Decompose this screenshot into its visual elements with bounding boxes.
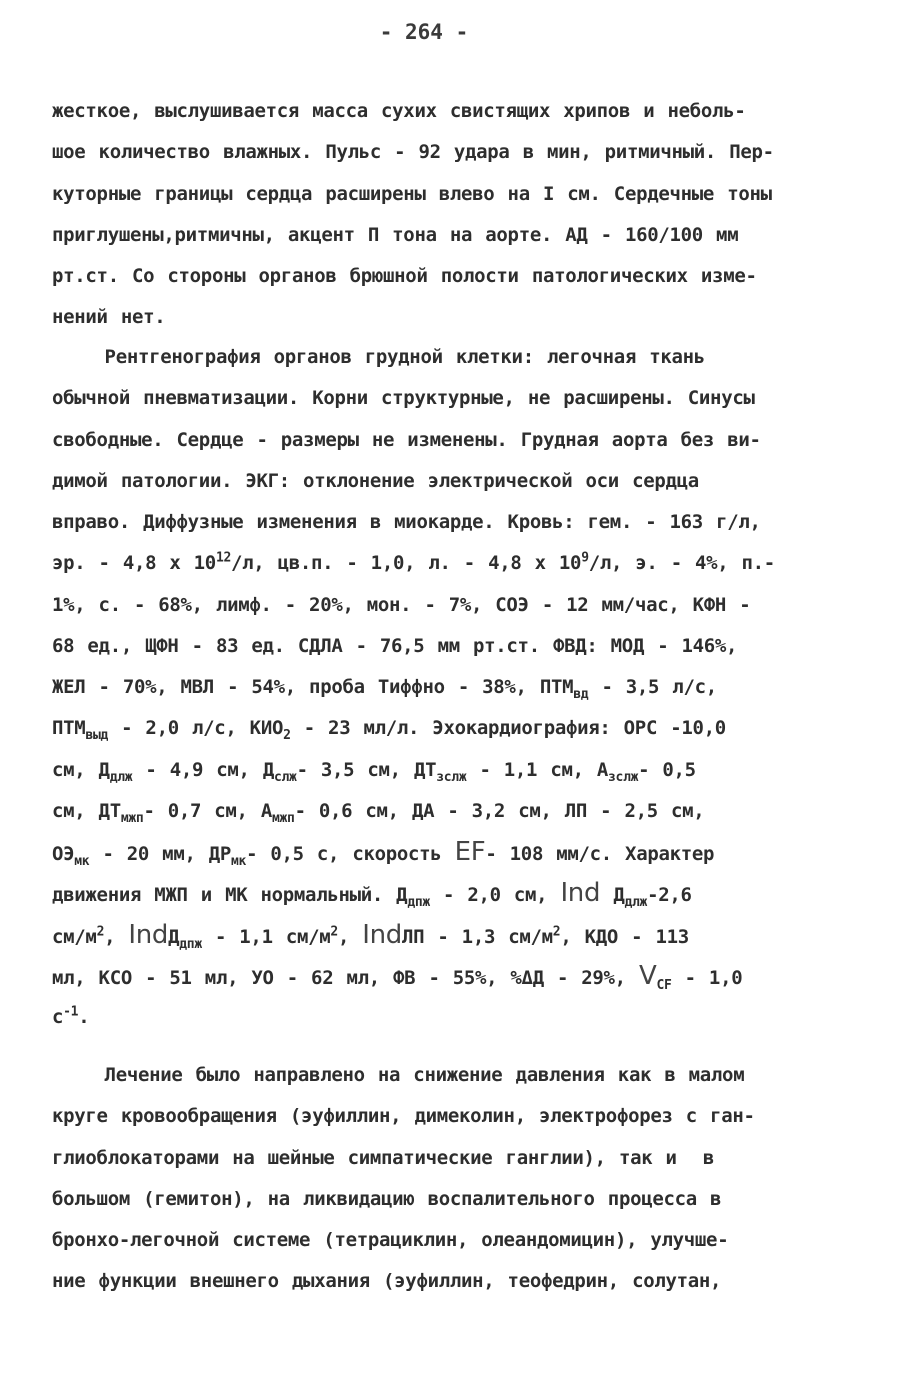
text-line: свободные. Сердце - размеры не изменены. Грудная аорта без ви- (52, 428, 761, 451)
paragraph-treatment (52, 1055, 864, 1303)
text-line: мл, КСО - 51 мл, УО - 62 мл, ФВ - 55%, %ΔД - 29%, $V_{CF} - 1,0$ (52, 960, 743, 993)
text-line: куторные границы сердца расширены влево на I см. Сердечные тоны (52, 182, 772, 205)
text-line: бронхо-легочной системе (тетрациклин, олеандомицин), улучше- (52, 1229, 729, 1252)
text-line: приглушены,ритмичны, акцент П тона на аорте. АД - 160/100 мм (52, 223, 739, 246)
text-line: см, $ДТ_{мжп}-$ 0,7 см, $А_{мжп}-$ 0,6 см, ДА - 3,2 см, ЛП - 2,5 см, (52, 799, 705, 826)
text-line: вправо. Диффузные изменения в миокарде. Кровь: гем. - 163 г/л, (52, 511, 761, 533)
handwritten-ind: Ind (128, 919, 169, 950)
text-line: $ПТМ_{выд} - 2,0$ л/с, $КИО_2 - 23$ мл/л. Эхокардиография: ОРС -10,0 (52, 717, 726, 744)
handwritten-ind: Ind (362, 919, 402, 950)
text-line: Рентгенография органов грудной клетки: легочная ткань (52, 346, 705, 368)
text-line: см, $Д_{длж} - 4,9$ см, $Д_{слж}-$ 3,5 см, $ДТ_{зслж} - 1,1$ см, $А_{зслж}-$ 0,5 (52, 758, 696, 785)
text-line: рт.ст. Со стороны органов брюшной полости патологических изме- (52, 265, 757, 288)
paragraph-patient-exam (52, 91, 864, 339)
text-line: димой патологии. ЭКГ: отклонение электрической оси сердца (52, 469, 699, 492)
text-line: большом (гемитон), на ликвидацию воспалительного процесса в (52, 1187, 722, 1210)
text-line: ЖЕЛ - 70%, МВЛ - 54%, проба Тиффно - 38%, $ПТМ_{вд} - 3,5$ л/с, (52, 676, 717, 702)
text-line: эр. - 4,8 х $10^{12}/л$, цв.п. - 1,0, л. - 4,8 х $10^9/л$, э. - 4%, п.- (52, 550, 775, 575)
text-line: глиоблокаторами на шейные симпатические ганглии), так и в (52, 1146, 715, 1169)
text-line: ние функции внешнего дыхания (эуфиллин, теофедрин, солутан, (52, 1270, 722, 1293)
text-line: жесткое, выслушивается масса сухих свистящих хрипов и неболь- (52, 100, 746, 122)
handwritten-ef: EF (454, 837, 486, 867)
text-line: шое количество влажных. Пульс - 92 удара в мин, ритмичный. Пер- (52, 141, 774, 164)
text-line: нений нет. (52, 306, 166, 329)
text-line: круге кровообращения (эуфиллин, димеколин, электрофорез с ган- (52, 1105, 755, 1128)
text-line: $ОЭ_{мк} - 20$ мм, $ДР_{мк}-$ 0,5 с, скорость EF- 108 мм/с. Характер (52, 837, 715, 869)
handwritten-v: V (638, 960, 657, 991)
text-line: Лечение было направлено на снижение давления как в малом (52, 1064, 745, 1086)
page-number: - 264 - (379, 20, 469, 44)
handwritten-ind: Ind (560, 878, 601, 909)
text-line: движения МЖП и МК нормальный. $Д_{дпж} - 2,0$ см, Ind $Д_{длж}-2,6$ (52, 878, 692, 911)
text-line: обычной пневматизации. Корни структурные, не расширены. Синусы (52, 387, 755, 410)
paragraph-diagnostics (52, 337, 864, 1038)
text-line: 68 ед., ЩФН - 83 ед. СДЛА - 76,5 мм рт.ст. ФВД: МОД - 146%, (52, 634, 738, 657)
text-line: $см/м^2$, IndД$_{дпж}$ - 1,1 $см/м^2$, IndЛП - 1,3 $см/м^2$, КДО - 113 (52, 919, 689, 952)
text-line: $с^{-1}$. (52, 1004, 90, 1028)
text-line: 1%, с. - 68%, лимф. - 20%, мон. - 7%, СОЭ - 12 мм/час, КФН - (52, 593, 751, 616)
